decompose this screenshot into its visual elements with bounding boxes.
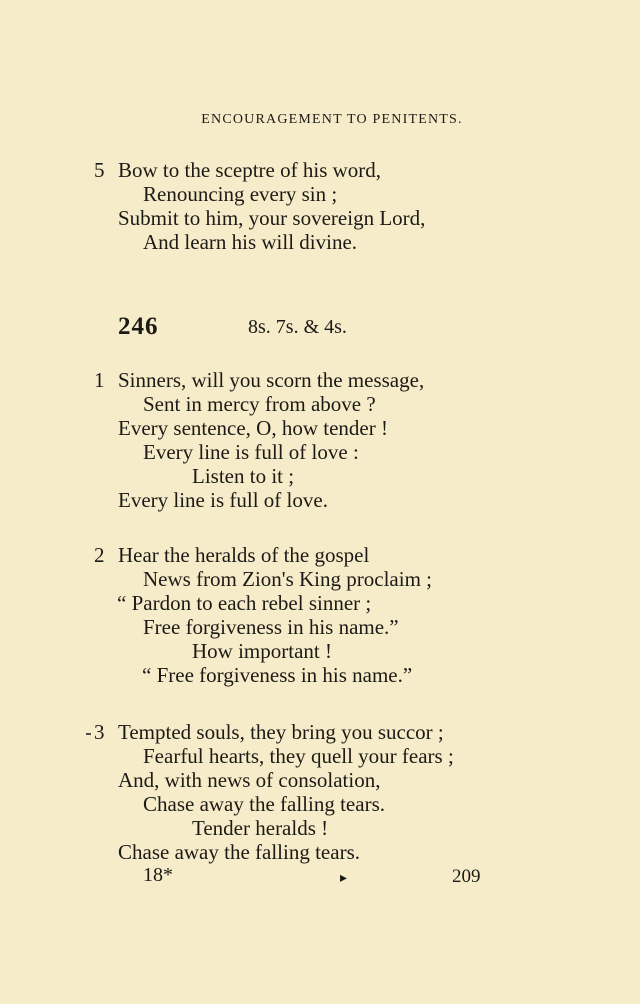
verse-line: Free forgiveness in his name.” — [143, 615, 399, 639]
printer-mark: ▸ — [340, 871, 348, 886]
verse-line: Fearful hearts, they quell your fears ; — [143, 744, 454, 768]
verse-line: Every line is full of love. — [118, 488, 328, 512]
stanza-number: 5 — [94, 158, 105, 182]
verse-line: Hear the heralds of the gospel — [118, 543, 370, 567]
verse-line: How important ! — [192, 639, 332, 663]
verse-line: Renouncing every sin ; — [143, 182, 338, 206]
verse-line: Bow to the sceptre of his word, — [118, 158, 382, 182]
verse-line: Submit to him, your sovereign Lord, — [118, 206, 426, 230]
verse-line: Every sentence, O, how tender ! — [118, 416, 388, 440]
stanza-number: 1 — [94, 368, 105, 392]
verse-line: Tender heralds ! — [192, 816, 329, 840]
verse-line: “ Free forgiveness in his name.” — [142, 663, 413, 687]
running-head: ENCOURAGEMENT TO PENITENTS. — [201, 112, 463, 127]
page-number: 209 — [452, 866, 481, 887]
verse-line: Tempted souls, they bring you succor ; — [118, 720, 444, 744]
verse-line: Sinners, will you scorn the message, — [118, 368, 425, 392]
verse-line: Listen to it ; — [192, 464, 295, 488]
signature-mark: 18* — [143, 864, 173, 886]
verse-line: “ Pardon to each rebel sinner ; — [117, 591, 372, 615]
verse-line: Sent in mercy from above ? — [143, 392, 376, 416]
verse-line: And, with news of consolation, — [118, 768, 381, 792]
hymn-number: 246 — [118, 313, 159, 340]
verse-line: News from Zion's King proclaim ; — [143, 567, 432, 591]
ink-speck — [86, 733, 91, 735]
verse-line: Every line is full of love : — [143, 440, 359, 464]
verse-line: Chase away the falling tears. — [118, 840, 360, 864]
hymn-meter: 8s. 7s. & 4s. — [248, 316, 347, 338]
verse-line: And learn his will divine. — [143, 230, 358, 254]
stanza-number: 2 — [94, 543, 105, 567]
verse-line: Chase away the falling tears. — [143, 792, 385, 816]
stanza-number: 3 — [94, 720, 105, 744]
